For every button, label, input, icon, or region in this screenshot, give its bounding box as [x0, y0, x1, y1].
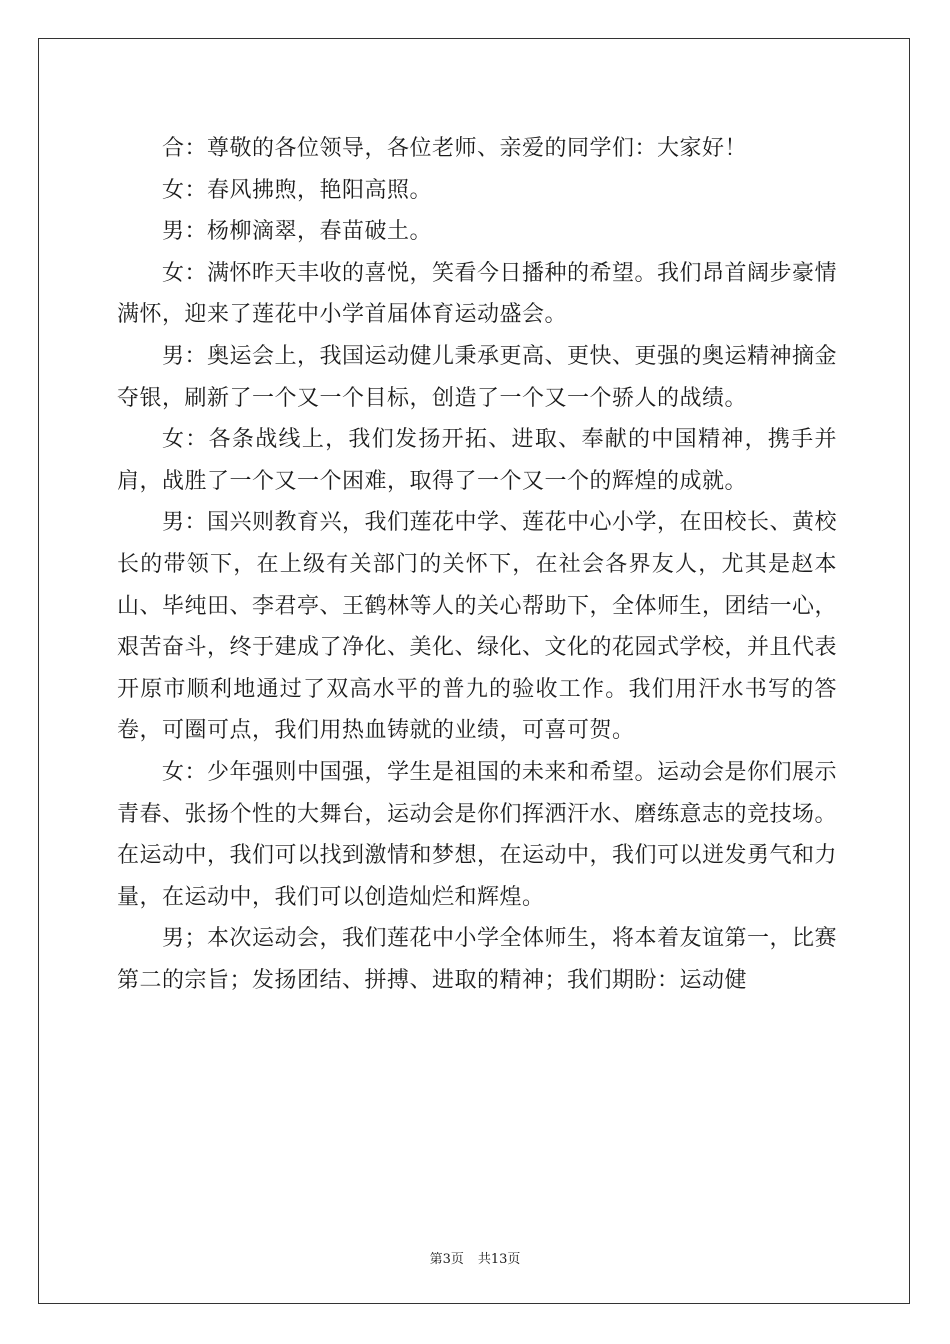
paragraph: 女：春风拂煦，艳阳高照。 [162, 177, 433, 203]
paragraph: 男：杨柳滴翠，春苗破土。 [162, 219, 433, 245]
paragraph: 合：尊敬的各位领导，各位老师、亲爱的同学们：大家好！ [162, 136, 748, 161]
paragraph: 女：少年强则中国强，学生是祖国的未来和希望。运动会是你们展示青春、张扬个性的大舞台，运动会是你们挥洒汗水、磨练意志的竞技场。在运动中，我们可以找到激情和梦想，在运动中，我们可以迸发勇气和力量，在运动中，我们可以创造灿烂和辉煌。 [117, 759, 838, 910]
paragraph: 男：奥运会上，我国运动健儿秉承更高、更快、更强的奥运精神摘金夺银，刷新了一个又一个目标，创造了一个又一个骄人的战绩。 [117, 343, 838, 411]
paragraph: 男；本次运动会，我们莲花中小学全体师生，将本着友谊第一，比赛第二的宗旨；发扬团结、拼搏、进取的精神；我们期盼：运动健 [117, 926, 838, 993]
document-body [117, 128, 837, 1001]
paragraph: 女：各条战线上，我们发扬开拓、进取、奉献的中国精神，携手并肩，战胜了一个又一个困难，取得了一个又一个的辉煌的成就。 [117, 427, 837, 494]
paragraph: 男：国兴则教育兴，我们莲花中学、莲花中心小学，在田校长、黄校长的带领下，在上级有关部门的关怀下，在社会各界友人，尤其是赵本山、毕纯田、李君亭、王鹤林等人的关心帮助下，全体师生，团结一心，艰苦奋斗，终于建成了净化、美化、绿化、文化的花园式学校，并且代表开原市顺利地通过了双高水平的普九的验收工作。我们用汗水书写的答卷，可圈可点，我们用热血铸就的业绩，可喜可贺。 [117, 510, 838, 744]
paragraph: 女：满怀昨天丰收的喜悦，笑看今日播种的希望。我们昂首阔步豪情满怀，迎来了莲花中小学首届体育运动盛会。 [117, 260, 838, 328]
page-footer [0, 1248, 950, 1267]
total-pages-label: 共13页 [477, 1252, 521, 1267]
current-page-label: 第3页 [429, 1252, 464, 1267]
